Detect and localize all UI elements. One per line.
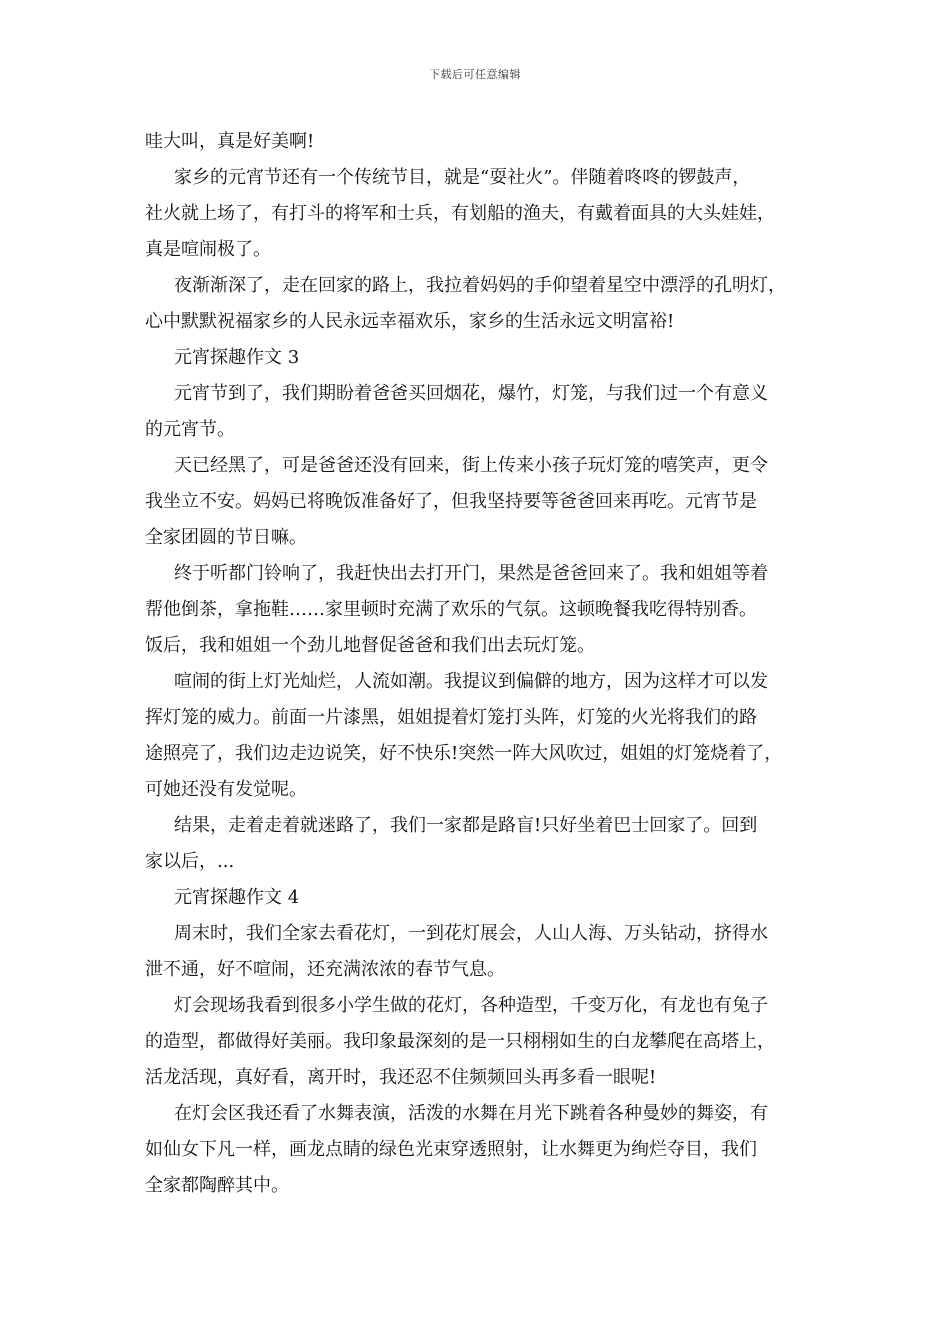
text-line: 终于听都门铃响了，我赶快出去打开门，果然是爸爸回来了。我和姐姐等着: [174, 563, 768, 584]
text-line: 家以后，...: [145, 851, 235, 872]
text-line: 挥灯笼的威力。前面一片漆黑，姐姐提着灯笼打头阵，灯笼的火光将我们的路: [145, 707, 757, 728]
text-line: 结果，走着走着就迷路了，我们一家都是路盲!只好坐着巴士回家了。回到: [174, 815, 758, 836]
text-line: 帮他倒茶，拿拖鞋……家里顿时充满了欢乐的气氛。这顿晚餐我吃得特别香。: [145, 599, 757, 620]
text-line: 的造型，都做得好美丽。我印象最深刻的是一只栩栩如生的白龙攀爬在高塔上，: [145, 1031, 775, 1052]
section-heading: 元宵探趣作文 4: [174, 887, 300, 908]
text-line: 泄不通，好不喧闹，还充满浓浓的春节气息。: [145, 959, 505, 980]
section-heading: 元宵探趣作文 3: [174, 347, 300, 368]
text-line: 在灯会区我还看了水舞表演，活泼的水舞在月光下跳着各种曼妙的舞姿，有: [174, 1103, 768, 1124]
text-line: 真是喧闹极了。: [145, 239, 271, 260]
text-line: 元宵节到了，我们期盼着爸爸买回烟花，爆竹，灯笼，与我们过一个有意义: [174, 383, 768, 404]
text-line: 夜渐渐深了，走在回家的路上，我拉着妈妈的手仰望着星空中漂浮的孔明灯，: [174, 275, 786, 296]
text-line: 周末时，我们全家去看花灯，一到花灯展会，人山人海、万头钻动，挤得水: [174, 923, 768, 944]
text-line: 天已经黑了，可是爸爸还没有回来，街上传来小孩子玩灯笼的嘻笑声，更令: [174, 455, 768, 476]
text-line: 社火就上场了，有打斗的将军和士兵，有划船的渔夫，有戴着面具的大头娃娃，: [145, 203, 775, 224]
text-line: 心中默默祝福家乡的人民永远幸福欢乐，家乡的生活永远文明富裕!: [145, 311, 675, 332]
text-line: 的元宵节。: [145, 419, 235, 440]
text-line: 途照亮了，我们边走边说笑，好不快乐!突然一阵大风吹过，姐姐的灯笼烧着了，: [145, 743, 783, 764]
text-line: 家乡的元宵节还有一个传统节目，就是“耍社火”。伴随着咚咚的锣鼓声，: [174, 167, 751, 188]
text-line: 活龙活现，真好看，离开时，我还忍不住频频回头再多看一眼呢!: [145, 1067, 657, 1088]
document-body: [145, 124, 825, 1204]
text-line: 灯会现场我看到很多小学生做的花灯，各种造型，千变万化，有龙也有兔子: [174, 995, 768, 1016]
text-line: 哇大叫，真是好美啊!: [145, 131, 315, 152]
text-line: 喧闹的街上灯光灿烂，人流如潮。我提议到偏僻的地方，因为这样才可以发: [174, 671, 768, 692]
text-line: 全家都陶醉其中。: [145, 1175, 289, 1196]
text-line: 如仙女下凡一样，画龙点睛的绿色光束穿透照射，让水舞更为绚烂夺目，我们: [145, 1139, 757, 1160]
page-header: 下载后可任意编辑: [429, 68, 521, 81]
text-line: 全家团圆的节日嘛。: [145, 527, 307, 548]
text-line: 我坐立不安。妈妈已将晚饭准备好了，但我坚持要等爸爸回来再吃。元宵节是: [145, 491, 757, 512]
text-line: 饭后，我和姐姐一个劲儿地督促爸爸和我们出去玩灯笼。: [145, 635, 595, 656]
text-line: 可她还没有发觉呢。: [145, 779, 307, 800]
